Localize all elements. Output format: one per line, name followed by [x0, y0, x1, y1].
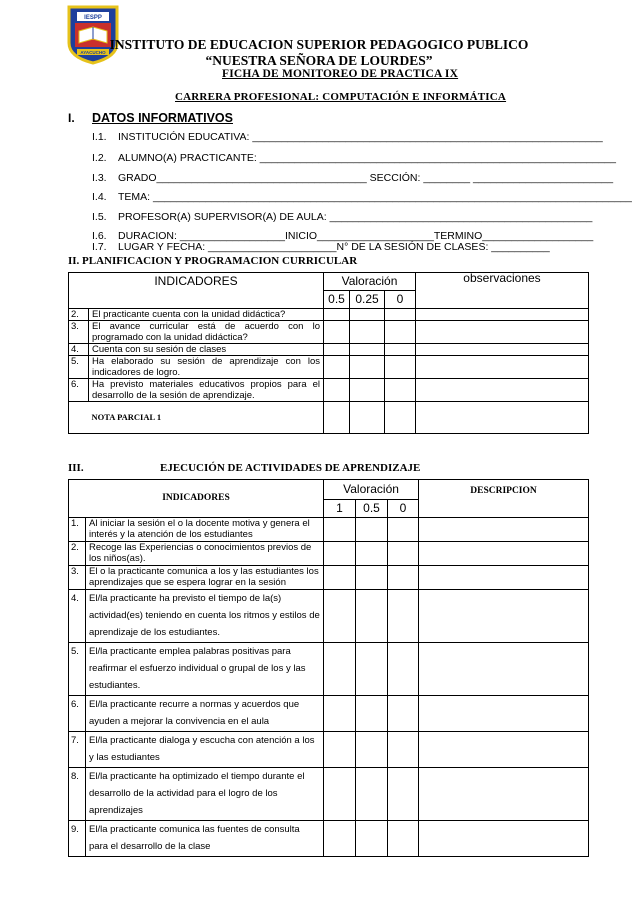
row-text: El/la practicante ha optimizado el tiempo durante el desarrollo de la actividad para el logro de los aprendizajes — [86, 768, 324, 821]
row-text: El avance curricular está de acuerdo con lo programado con la unidad didáctica? — [89, 321, 324, 344]
data-line — [92, 131, 603, 143]
score-cell[interactable] — [324, 696, 356, 732]
row-num: 9. — [69, 821, 86, 857]
activities-table — [68, 479, 589, 857]
score-cell[interactable] — [324, 542, 356, 566]
table-row — [69, 309, 589, 321]
val-label: 0.5 — [356, 500, 388, 518]
row-text: Ha elaborado su sesión de aprendizaje con los indicadores de logro. — [89, 356, 324, 379]
data-line — [92, 241, 550, 253]
career-title: CARRERA PROFESIONAL: COMPUTACIÓN E INFORMÁTICA — [175, 91, 507, 103]
score-cell[interactable] — [388, 590, 419, 643]
score-cell[interactable] — [388, 768, 419, 821]
row-text: El/la practicante comunica las fuentes de consulta para el desarrollo de la clase — [86, 821, 324, 857]
row-num: 2. — [69, 542, 86, 566]
logo-top-text: IESPP — [84, 15, 102, 21]
score-cell[interactable] — [385, 309, 416, 321]
table-row — [69, 696, 589, 732]
data-line-text[interactable]: GRADO____________________________________ SECCIÓN: ________ ________________________ — [118, 172, 614, 184]
table-row — [69, 732, 589, 768]
data-line — [92, 191, 632, 203]
score-cell[interactable] — [388, 518, 419, 542]
score-cell[interactable] — [324, 379, 350, 402]
score-cell[interactable] — [324, 643, 356, 696]
score-cell[interactable] — [324, 356, 350, 379]
table-row — [69, 566, 589, 590]
obs-cell[interactable] — [416, 402, 589, 434]
desc-cell[interactable] — [419, 518, 589, 542]
data-line-num: I.2. — [92, 152, 107, 164]
score-cell[interactable] — [356, 768, 388, 821]
row-text: El/la practicante ha previsto el tiempo de la(s) actividad(es) teniendo en cuenta los ritmos y estilos de aprendizaje de los estudiantes. — [86, 590, 324, 643]
col-valoracion: Valoración — [324, 273, 416, 291]
row-num: 5. — [69, 356, 89, 379]
row-num: 6. — [69, 696, 86, 732]
data-line-text[interactable]: TEMA: __________________________________________________________________________________ — [118, 191, 632, 203]
row-num: 7. — [69, 732, 86, 768]
score-cell[interactable] — [324, 732, 356, 768]
section3-number: III. — [68, 462, 84, 474]
data-line-num: I.7. — [92, 241, 107, 253]
score-cell[interactable] — [324, 590, 356, 643]
val-label: 1 — [324, 500, 356, 518]
score-cell[interactable] — [350, 379, 385, 402]
data-line — [92, 152, 616, 164]
section1-title: DATOS INFORMATIVOS — [92, 111, 233, 125]
score-cell[interactable] — [350, 344, 385, 356]
score-cell[interactable] — [356, 732, 388, 768]
score-cell[interactable] — [388, 566, 419, 590]
nota-parcial: NOTA PARCIAL 1 — [89, 402, 324, 434]
score-cell[interactable] — [388, 821, 419, 857]
col-indicadores: INDICADORES — [69, 480, 324, 518]
data-line-num: I.5. — [92, 211, 107, 223]
section1-number: I. — [68, 111, 75, 125]
score-cell[interactable] — [388, 732, 419, 768]
row-num — [69, 402, 89, 434]
desc-cell[interactable] — [419, 542, 589, 566]
row-num: 3. — [69, 566, 86, 590]
col-descripcion: DESCRIPCION — [419, 480, 589, 518]
score-cell[interactable] — [324, 344, 350, 356]
row-text: Recoge las Experiencias o conocimientos previos de los niños(as). — [86, 542, 324, 566]
data-line-num: I.4. — [92, 191, 107, 203]
score-cell[interactable] — [356, 696, 388, 732]
score-cell[interactable] — [350, 402, 385, 434]
score-cell[interactable] — [324, 518, 356, 542]
row-num: 5. — [69, 643, 86, 696]
col-observaciones: observaciones — [416, 273, 589, 309]
score-cell[interactable] — [385, 356, 416, 379]
data-line-num: I.1. — [92, 131, 107, 143]
score-cell[interactable] — [324, 309, 350, 321]
desc-cell[interactable] — [419, 821, 589, 857]
score-cell[interactable] — [324, 566, 356, 590]
table-row — [69, 590, 589, 643]
desc-cell[interactable] — [419, 696, 589, 732]
desc-cell[interactable] — [419, 768, 589, 821]
row-num: 1. — [69, 518, 86, 542]
val-label: 0 — [385, 291, 416, 309]
row-text: Cuenta con su sesión de clases — [89, 344, 324, 356]
row-text: El practicante cuenta con la unidad didáctica? — [89, 309, 324, 321]
obs-cell[interactable] — [416, 321, 589, 344]
table-row — [69, 821, 589, 857]
score-cell[interactable] — [324, 321, 350, 344]
score-cell[interactable] — [356, 590, 388, 643]
val-label: 0.5 — [324, 291, 350, 309]
section3-title: EJECUCIÓN DE ACTIVIDADES DE APRENDIZAJE — [160, 462, 421, 474]
header-blank — [69, 291, 324, 309]
row-text: Al iniciar la sesión el o la docente motiva y genera el interés y la atención de los estudiantes — [86, 518, 324, 542]
row-num: 3. — [69, 321, 89, 344]
row-text: El/la practicante recurre a normas y acuerdos que ayuden a mejorar la convivencia en el aula — [86, 696, 324, 732]
score-cell[interactable] — [385, 402, 416, 434]
col-valoracion: Valoración — [324, 480, 419, 500]
table-row — [69, 542, 589, 566]
desc-cell[interactable] — [419, 643, 589, 696]
row-text: Ha previsto materiales educativos propios para el desarrollo de la sesión de aprendizaje. — [89, 379, 324, 402]
data-line-num: I.3. — [92, 172, 107, 184]
score-cell[interactable] — [324, 768, 356, 821]
obs-cell[interactable] — [416, 309, 589, 321]
row-text: El/la practicante dialoga y escucha con atención a los y las estudiantes — [86, 732, 324, 768]
row-num: 4. — [69, 344, 89, 356]
col-indicadores: INDICADORES — [69, 273, 324, 291]
row-num: 8. — [69, 768, 86, 821]
data-line-num: I.6. — [92, 230, 107, 242]
curricular-table — [68, 272, 589, 434]
score-cell[interactable] — [356, 566, 388, 590]
score-cell[interactable] — [356, 643, 388, 696]
institute-name: INSTITUTO DE EDUCACION SUPERIOR PEDAGOGICO PUBLICO — [109, 37, 529, 52]
logo-bottom-text: AYACUCHO — [80, 50, 106, 55]
val-label: 0.25 — [350, 291, 385, 309]
obs-cell[interactable] — [416, 356, 589, 379]
table-row — [69, 356, 589, 379]
row-num: 4. — [69, 590, 86, 643]
row-text: El o la practicante comunica a los y las estudiantes los aprendizajes que se espera lograr en la sesión — [86, 566, 324, 590]
score-cell[interactable] — [385, 379, 416, 402]
score-cell[interactable] — [350, 309, 385, 321]
data-line-text[interactable]: PROFESOR(A) SUPERVISOR(A) DE AULA: _____________________________________________ — [118, 211, 593, 223]
val-label: 0 — [388, 500, 419, 518]
score-cell[interactable] — [356, 821, 388, 857]
score-cell[interactable] — [350, 321, 385, 344]
score-cell[interactable] — [324, 402, 350, 434]
table-row — [69, 768, 589, 821]
form-title: FICHA DE MONITOREO DE PRACTICA IX — [222, 68, 459, 80]
row-num: 2. — [69, 309, 89, 321]
table-row — [69, 321, 589, 344]
obs-cell[interactable] — [416, 379, 589, 402]
data-line — [92, 211, 592, 223]
table-row — [69, 402, 589, 434]
data-line-text[interactable]: LUGAR Y FECHA: ______________________N° DE LA SESIÓN DE CLASES: __________ — [118, 241, 550, 253]
table-row — [69, 643, 589, 696]
score-cell[interactable] — [388, 643, 419, 696]
score-cell[interactable] — [350, 356, 385, 379]
table-row — [69, 344, 589, 356]
table-row — [69, 518, 589, 542]
score-cell[interactable] — [356, 542, 388, 566]
obs-cell[interactable] — [416, 344, 589, 356]
data-line — [92, 172, 613, 184]
desc-cell[interactable] — [419, 566, 589, 590]
data-line-text[interactable]: DURACION: __________________INICIO____________________TERMINO___________________ — [118, 230, 594, 242]
score-cell[interactable] — [388, 542, 419, 566]
section2-title: II. PLANIFICACION Y PROGRAMACION CURRICULAR — [68, 255, 358, 267]
data-line-text[interactable]: ALUMNO(A) PRACTICANTE: _____________________________________________________________ — [118, 152, 616, 164]
school-name: “NUESTRA SEÑORA DE LOURDES” — [205, 53, 433, 68]
score-cell[interactable] — [324, 821, 356, 857]
score-cell[interactable] — [388, 696, 419, 732]
row-num: 6. — [69, 379, 89, 402]
score-cell[interactable] — [385, 344, 416, 356]
row-text: El/la practicante emplea palabras positivas para reafirmar el esfuerzo individual o grupal de los y las estudiantes. — [86, 643, 324, 696]
score-cell[interactable] — [356, 518, 388, 542]
table-row — [69, 379, 589, 402]
desc-cell[interactable] — [419, 590, 589, 643]
data-line-text[interactable]: INSTITUCIÓN EDUCATIVA: ____________________________________________________________ — [118, 131, 603, 143]
score-cell[interactable] — [385, 321, 416, 344]
desc-cell[interactable] — [419, 732, 589, 768]
